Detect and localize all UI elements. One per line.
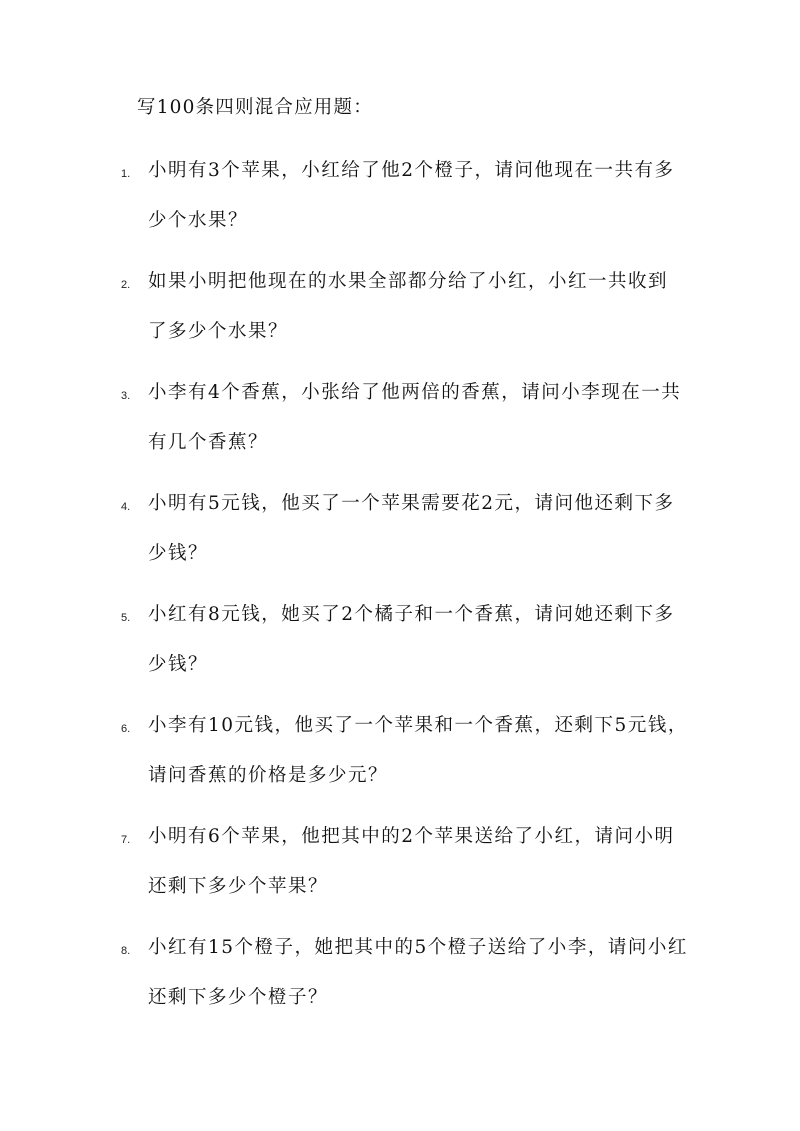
document-title: 写100条四则混合应用题： (137, 97, 373, 118)
question-item-8 (0, 934, 800, 1045)
question-number: 8. (121, 945, 131, 957)
question-number: 3. (121, 390, 131, 402)
question-text-line-1: 小李有10元钱，他买了一个苹果和一个香蕉，还剩下5元钱， (148, 715, 688, 736)
question-text-line-2: 还剩下多少个橙子？ (148, 987, 329, 1008)
question-list (0, 157, 800, 1045)
question-number: 7. (121, 834, 131, 846)
question-text-line-2: 少个水果？ (148, 210, 249, 231)
question-text-line-1: 小红有8元钱，她买了2个橘子和一个香蕉，请问她还剩下多 (148, 604, 675, 625)
question-text-line-2: 少钱？ (148, 654, 209, 675)
question-number: 1. (121, 168, 131, 180)
question-number: 5. (121, 612, 131, 624)
question-item-1 (0, 157, 800, 268)
question-item-4 (0, 490, 800, 601)
question-text-line-1: 如果小明把他现在的水果全部都分给了小红，小红一共收到 (148, 271, 669, 292)
question-text-line-2: 了多少个水果？ (148, 321, 289, 342)
question-text-line-2: 少钱？ (148, 543, 209, 564)
question-text-line-2: 还剩下多少个苹果？ (148, 876, 329, 897)
question-item-2 (0, 268, 800, 379)
question-number: 4. (121, 501, 131, 513)
question-number: 2. (121, 279, 131, 291)
question-number: 6. (121, 723, 131, 735)
question-item-5 (0, 601, 800, 712)
question-text-line-1: 小明有3个苹果，小红给了他2个橙子，请问他现在一共有多 (148, 160, 675, 181)
question-text-line-2: 请问香蕉的价格是多少元？ (148, 765, 389, 786)
question-item-3 (0, 379, 800, 490)
question-item-7 (0, 823, 800, 934)
question-text-line-1: 小明有5元钱，他买了一个苹果需要花2元，请问他还剩下多 (148, 493, 675, 514)
question-text-line-1: 小李有4个香蕉，小张给了他两倍的香蕉，请问小李现在一共 (148, 382, 682, 403)
question-text-line-1: 小明有6个苹果，他把其中的2个苹果送给了小红，请问小明 (148, 826, 675, 847)
question-item-6 (0, 712, 800, 823)
question-text-line-1: 小红有15个橙子，她把其中的5个橙子送给了小李，请问小红 (148, 937, 688, 958)
question-text-line-2: 有几个香蕉？ (148, 432, 269, 453)
